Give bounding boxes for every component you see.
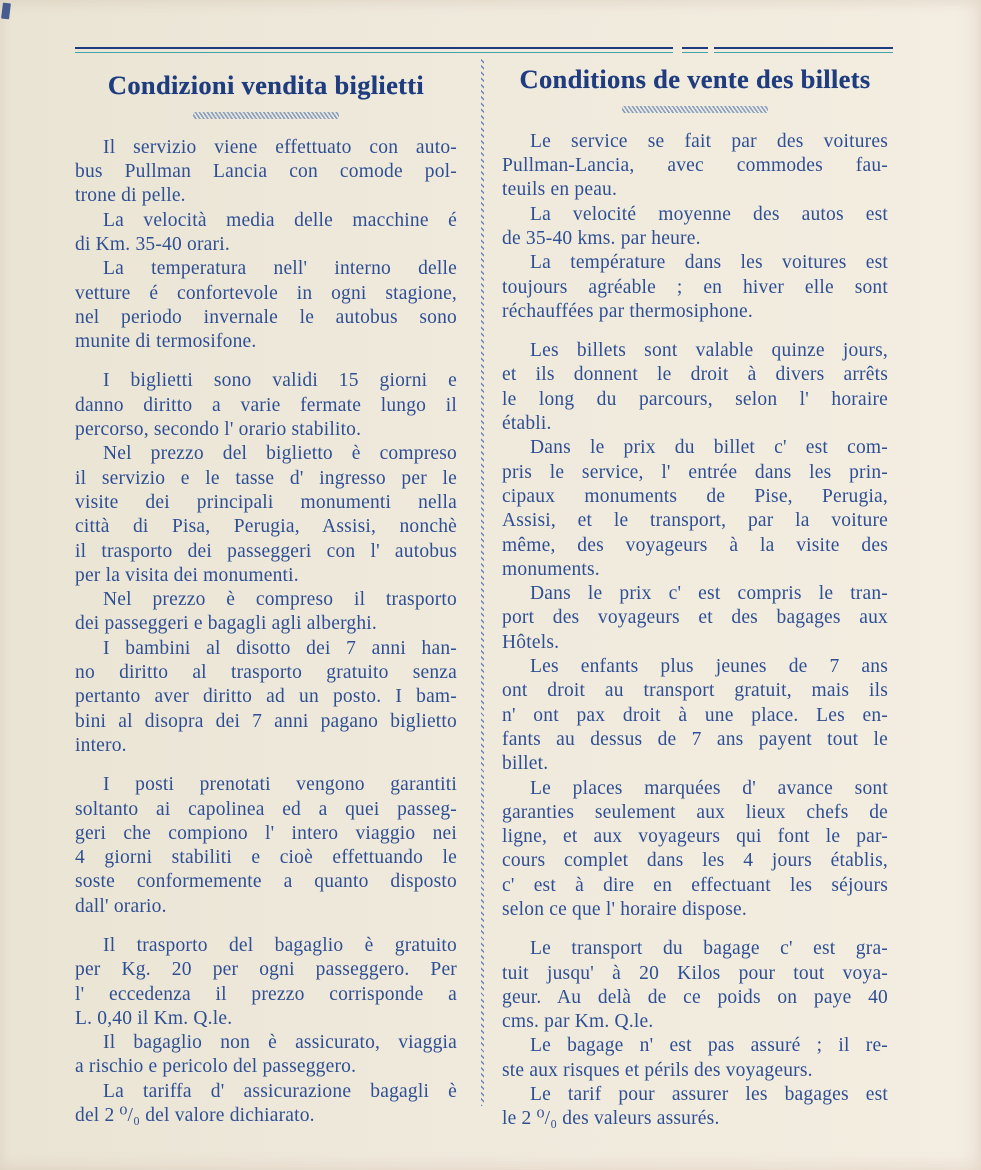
text-line: Le service se fait par des voitures (530, 130, 888, 152)
text-line: ont droit au transport gratuit, mais ils (502, 680, 888, 702)
text-line: percorso, secondo l' orario stabilito. (75, 419, 362, 441)
text-line: La tariffa d' assicurazione bagagli è (103, 1080, 457, 1102)
text-line: Dans le prix c' est compris le tran- (530, 583, 888, 605)
text-line: cipaux monuments de Pise, Perugia, (502, 485, 888, 507)
column-body-italian (75, 136, 457, 1129)
text-line: teuils en peau. (502, 179, 618, 201)
paragraph (502, 655, 888, 776)
paragraph (75, 209, 457, 258)
text-line: et ils donnent le droit à divers arrêts (502, 364, 888, 386)
text-line: toujours agréable ; en hiver elle sont (502, 276, 888, 298)
paragraph (502, 582, 888, 655)
text-line: fants au dessus de 7 ans payent tout le (502, 728, 888, 750)
text-line: del 2 ⁰/₀ del valore dichiarato. (75, 1105, 315, 1127)
text-line: no diritto al trasporto gratuito senza (75, 662, 457, 684)
text-line: geri che compiono l' intero viaggio nei (75, 822, 457, 844)
text-line: città di Pisa, Perugia, Assisi, nonchè (75, 516, 457, 538)
paragraph (75, 1080, 457, 1129)
text-line: réchauffées par thermosiphone. (502, 300, 753, 322)
text-line: billet. (502, 753, 549, 775)
paragraph (502, 436, 888, 582)
text-line: ste aux risques et périls des voyageurs. (502, 1059, 813, 1081)
text-line: Les enfants plus jeunes de 7 ans (530, 656, 888, 678)
text-line: soste conformemente a quanto disposto (75, 871, 457, 893)
text-line: dei passeggeri e bagagli agli alberghi. (75, 613, 378, 635)
text-line: Nel prezzo è compreso il trasporto (103, 589, 457, 611)
text-line: Le tarif pour assurer les bagages est (530, 1084, 888, 1106)
header-underline-ornament (193, 112, 339, 119)
text-line: Il bagaglio non è assicurato, viaggia (103, 1032, 457, 1054)
paragraph (502, 1034, 888, 1083)
text-line: La velocità media delle macchine é (103, 209, 457, 231)
text-line: même, des voyageurs à la visite des (502, 534, 888, 556)
paragraph (75, 934, 457, 1031)
text-line: I posti prenotati vengono garantiti (103, 774, 457, 796)
text-line: il trasporto dei passeggeri con l' autobus (75, 540, 457, 562)
column-italian (75, 66, 457, 1128)
text-line: trone di pelle. (75, 185, 186, 207)
header-underline-ornament (622, 106, 768, 113)
text-line: Hôtels. (502, 631, 560, 653)
text-line: Il trasporto del bagaglio è gratuito (103, 935, 457, 956)
text-line: Nel prezzo del biglietto è compreso (103, 443, 457, 465)
rule-segment (682, 47, 708, 53)
rule-segment (714, 47, 893, 53)
paragraph (75, 773, 457, 919)
text-line: le long du parcours, selon l' horaire (502, 388, 888, 410)
text-line: cours complet dans les 4 jours établis, (502, 850, 888, 872)
text-line: c' est à dire en effectuant les séjours (502, 874, 888, 896)
text-line: établi. (502, 413, 552, 435)
paragraph (75, 1031, 457, 1080)
page-title-french: Conditions de vente des billets (519, 64, 871, 94)
text-line: La temperatura nell' interno delle (103, 258, 457, 280)
text-line: soltanto ai capolinea ed a quei passeg- (75, 798, 457, 820)
text-line: dall' orario. (75, 895, 167, 917)
ink-smudge (1, 3, 11, 20)
text-line: geur. Au delà de ce poids on paye 40 (502, 986, 888, 1008)
text-line: garanties seulement aux lieux chefs de (502, 801, 888, 823)
text-line: de 35-40 kms. par heure. (502, 227, 701, 249)
paragraph (502, 339, 888, 436)
text-line: l' eccedenza il prezzo corrisponde a (75, 983, 457, 1005)
text-line: L. 0,40 il Km. Q.le. (75, 1007, 233, 1029)
text-line: munite di termosifone. (75, 331, 257, 353)
paragraph (502, 777, 888, 923)
text-line: visite dei principali monumenti nella (75, 491, 457, 513)
paragraph (75, 588, 457, 637)
paragraph (75, 637, 457, 758)
paragraph (502, 1083, 888, 1132)
text-line: cms. par Km. Q.le. (502, 1011, 654, 1033)
page-title-italian: Condizioni vendita biglietti (107, 70, 425, 100)
paragraph (75, 442, 457, 588)
text-line: port des voyageurs et des bagages aux (502, 607, 888, 629)
text-line: pris le service, l' entrée dans les prin- (502, 461, 888, 483)
text-line: Pullman-Lancia, avec commodes fau- (502, 155, 888, 177)
text-line: nel periodo invernale le autobus sono (75, 306, 457, 328)
paragraph (75, 136, 457, 209)
text-line: bus Pullman Lancia con comode pol- (75, 161, 457, 183)
paragraph (502, 130, 888, 203)
text-line: Dans le prix du billet c' est com- (530, 437, 888, 459)
text-line: bini al disopra dei 7 anni pagano biglietto (75, 710, 457, 732)
column-divider-rule (481, 58, 484, 1106)
column-body-french (502, 130, 888, 1132)
text-line: selon ce que l' horaire dispose. (502, 899, 747, 920)
text-line: Le places marquées d' avance sont (530, 777, 888, 799)
text-line: monuments. (502, 558, 600, 580)
text-line: di Km. 35-40 orari. (75, 233, 230, 255)
paragraph (75, 257, 457, 354)
text-line: per Kg. 20 per ogni passeggero. Per (75, 959, 457, 981)
text-line: a rischio e pericolo del passeggero. (75, 1056, 357, 1078)
text-line: tuit jusqu' à 20 Kilos pour tout voya- (502, 962, 888, 984)
top-double-rule (75, 47, 893, 53)
text-line: ligne, et aux voyageurs qui font le par- (502, 826, 888, 848)
column-french (502, 60, 888, 1132)
text-line: Assisi, et le transport, par la voiture (502, 510, 888, 532)
text-line: pertanto aver diritto ad un posto. I bam- (75, 686, 457, 708)
rule-segment (75, 47, 673, 53)
text-line: per la visita dei monumenti. (75, 564, 299, 586)
paragraph (502, 251, 888, 324)
text-line: n' ont pax droit à une place. Les en- (502, 704, 888, 726)
text-line: le 2 ⁰/₀ des valeurs assurés. (502, 1108, 720, 1130)
text-line: Le bagage n' est pas assuré ; il re- (530, 1035, 888, 1057)
paragraph (502, 937, 888, 1034)
paragraph (75, 369, 457, 442)
text-line: La température dans les voitures est (530, 252, 888, 274)
paragraph (502, 203, 888, 252)
text-line: danno diritto a varie fermate lungo il (75, 394, 457, 416)
text-line: I bambini al disotto dei 7 anni han- (103, 637, 457, 659)
text-line: vetture é confortevole in ogni stagione, (75, 282, 457, 304)
text-line: 4 giorni stabiliti e cioè effettuando le (75, 847, 457, 869)
text-line: intero. (75, 734, 127, 756)
text-line: I biglietti sono validi 15 giorni e (103, 370, 457, 392)
text-line: Il servizio viene effettuato con auto- (103, 136, 457, 158)
text-line: il servizio e le tasse d' ingresso per le (75, 467, 457, 489)
text-line: La velocité moyenne des autos est (530, 203, 888, 225)
text-line: Les billets sont valable quinze jours, (530, 340, 888, 362)
text-line: Le transport du bagage c' est gra- (530, 938, 888, 960)
